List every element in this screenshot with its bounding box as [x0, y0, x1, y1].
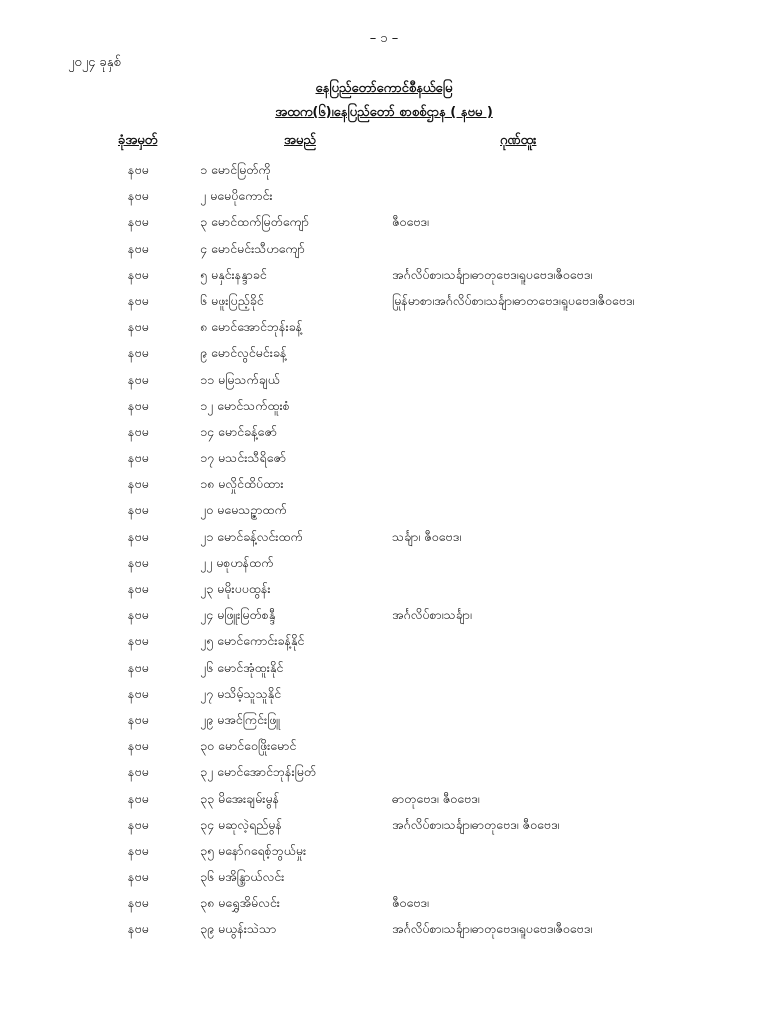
- student-name-cell: ၂ မမေပိုကောင်း: [200, 188, 273, 204]
- student-name-cell: ၂၂ မစုဟန်ထက်: [200, 554, 274, 570]
- distinction-cell: မြန်မာစာ၊အင်္ဂလိပ်စာ၊သင်္ချာ၊ဓာတုဗေဒ၊ရူပဗေဒ၊ဇီဝဗေဒ၊: [392, 292, 635, 308]
- student-name-cell: ၁၄ မောင်ခန့်ဇော်: [200, 423, 277, 439]
- header-distinction: ဂုဏ်ထူး: [500, 133, 537, 148]
- roll-number-cell: နဗမ: [128, 292, 149, 308]
- distinction-cell: ဓာတုဗေဒ၊ ဇီဝဗေဒ၊: [392, 790, 480, 806]
- table-row: [0, 447, 768, 473]
- table-row: [0, 761, 768, 787]
- roll-number-cell: နဗမ: [128, 685, 149, 701]
- roll-number-cell: နဗမ: [128, 895, 149, 911]
- roll-number-cell: နဗမ: [128, 764, 149, 780]
- table-row: [0, 552, 768, 578]
- distinction-cell: အင်္ဂလိပ်စာ၊သင်္ချာ၊ဓာတုဗေဒ၊ရူပဗေဒ၊ဇီဝဗေဒ၊: [392, 266, 593, 282]
- roll-number-cell: နဗမ: [128, 659, 149, 675]
- student-name-cell: ၂၀ မမေသဉ္ဇာထက်: [200, 502, 287, 518]
- table-row: [0, 369, 768, 395]
- student-name-cell: ၃၉ မယွန်းသဲသာ: [200, 921, 277, 937]
- distinction-cell: ဇီဝဗေဒ၊: [392, 895, 429, 911]
- table-row: [0, 473, 768, 499]
- table-row: [0, 735, 768, 761]
- table-row: [0, 342, 768, 368]
- table-row: [0, 211, 768, 237]
- student-name-cell: ၁ မောင်မြတ်ကို: [200, 162, 271, 177]
- page-number: – ၁ –: [369, 31, 399, 46]
- distinction-cell: အင်္ဂလိပ်စာ၊သင်္ချာ၊ဓာတုဗေဒ၊ရူပဗေဒ၊ဇီဝဗေဒ၊: [392, 921, 593, 937]
- table-row: [0, 499, 768, 525]
- table-row: [0, 159, 768, 185]
- student-name-cell: ၂၉ မအင်ကြင်းဖြူ: [200, 711, 280, 727]
- student-name-cell: ၂၆ မောင်အုံထူးနိုင်: [200, 659, 284, 675]
- table-row: [0, 421, 768, 447]
- student-name-cell: ၃၈ မရွှေအိမ်လင်း: [200, 895, 280, 911]
- table-row: [0, 238, 768, 264]
- student-name-cell: ၁၁ မမြသက်ချယ်: [200, 371, 280, 387]
- table-row: [0, 918, 768, 944]
- student-name-cell: ၈ မောင်အောင်ဘုန်းခန့်: [200, 319, 303, 335]
- roll-number-cell: နဗမ: [128, 528, 149, 544]
- student-name-cell: ၂၅ မောင်ကောင်းခန့်နိုင်: [200, 633, 305, 649]
- student-name-cell: ၃၀ မောင်ဝေဖြိုးမောင်: [200, 738, 297, 754]
- roll-number-cell: နဗမ: [128, 869, 149, 885]
- roll-number-cell: နဗမ: [128, 423, 149, 439]
- distinction-cell: ဇီဝဗေဒ၊: [392, 214, 429, 230]
- results-list: [0, 159, 768, 945]
- student-name-cell: ၂၁ မောင်ခန့်လင်းထက်: [200, 528, 303, 544]
- student-name-cell: ၂၃ မမိုးပပထွန်း: [200, 581, 271, 596]
- roll-number-cell: နဗမ: [128, 214, 149, 230]
- student-name-cell: ၃၄ မဆုလဲ့ရည်မွန်: [200, 816, 282, 832]
- table-row: [0, 840, 768, 866]
- table-row: [0, 866, 768, 892]
- student-name-cell: ၁၇ မသင်းသီရိဇော်: [200, 450, 286, 466]
- table-row: [0, 814, 768, 840]
- table-row: [0, 526, 768, 552]
- roll-number-cell: နဗမ: [128, 266, 149, 282]
- student-name-cell: ၉ မောင်လွင်မင်းခန့်: [200, 345, 287, 361]
- roll-number-cell: နဗမ: [128, 319, 149, 335]
- roll-number-cell: နဗမ: [128, 476, 149, 492]
- student-name-cell: ၁၈ မလှိုင်ထိပ်ထား: [200, 476, 284, 492]
- exam-center-title: အထက(၆)၊နေပြည်တော် စာစစ်ဌာန ( နဗမ ): [275, 105, 493, 120]
- roll-number-cell: နဗမ: [128, 921, 149, 937]
- table-row: [0, 290, 768, 316]
- roll-number-cell: နဗမ: [128, 581, 149, 596]
- table-row: [0, 892, 768, 918]
- roll-number-cell: နဗမ: [128, 450, 149, 466]
- table-row: [0, 316, 768, 342]
- student-name-cell: ၃၂ မောင်အောင်ဘုန်းမြတ်: [200, 764, 317, 780]
- student-name-cell: ၃၃ မိအေးချမ်းမွန်: [200, 790, 280, 806]
- distinction-cell: သင်္ချာ၊ ဇီဝဗေဒ၊: [392, 528, 462, 544]
- roll-number-cell: နဗမ: [128, 554, 149, 570]
- table-row: [0, 709, 768, 735]
- roll-number-cell: နဗမ: [128, 607, 149, 623]
- roll-number-cell: နဗမ: [128, 502, 149, 518]
- council-region-title: နေပြည်တော်ကောင်စီနယ်မြေ: [315, 81, 453, 96]
- roll-number-cell: နဗမ: [128, 397, 149, 413]
- table-row: [0, 578, 768, 604]
- roll-number-cell: နဗမ: [128, 188, 149, 204]
- roll-number-cell: နဗမ: [128, 711, 149, 727]
- roll-number-cell: နဗမ: [128, 842, 149, 858]
- student-name-cell: ၄ မောင်မင်းသီဟကျော်: [200, 240, 305, 256]
- student-name-cell: ၆ မဖူးပြည့်ခိုင်: [200, 292, 264, 308]
- table-row: [0, 604, 768, 630]
- student-name-cell: ၂၄ မဖြူးမြတ်စန္ဒီ: [200, 607, 276, 623]
- table-row: [0, 683, 768, 709]
- student-name-cell: ၃၆ မအိန္ဒြာယ်လင်း: [200, 869, 285, 885]
- table-row: [0, 264, 768, 290]
- roll-number-cell: နဗမ: [128, 633, 149, 649]
- roll-number-cell: နဗမ: [128, 162, 149, 177]
- roll-number-cell: နဗမ: [128, 790, 149, 806]
- year-label: ၂၀၂၄ ခုနှစ်: [68, 55, 121, 70]
- table-row: [0, 657, 768, 683]
- student-name-cell: ၁၂ မောင်သက်ထူးစံ: [200, 397, 290, 413]
- table-row: [0, 395, 768, 421]
- roll-number-cell: နဗမ: [128, 240, 149, 256]
- table-row: [0, 185, 768, 211]
- distinction-cell: အင်္ဂလိပ်စာ၊သင်္ချာ၊ဓာတုဗေဒ၊ ဇီဝဗေဒ၊: [392, 816, 560, 832]
- student-name-cell: ၃ မောင်ထက်မြတ်ကျော်: [200, 214, 309, 230]
- roll-number-cell: နဗမ: [128, 345, 149, 361]
- column-header-row: [0, 132, 768, 152]
- student-name-cell: ၃၅ မနော်ဂရေစ့်ဘွယ်မှုး: [200, 842, 307, 858]
- student-name-cell: ၅ မနှင်းနန္ဒာခင်: [200, 266, 267, 282]
- student-name-cell: ၂၇ မသိမ့်သူသူနိုင်: [200, 685, 282, 701]
- table-row: [0, 630, 768, 656]
- table-row: [0, 788, 768, 814]
- header-roll-number: ခုံအမှတ်: [118, 133, 158, 148]
- roll-number-cell: နဗမ: [128, 371, 149, 387]
- roll-number-cell: နဗမ: [128, 738, 149, 754]
- distinction-cell: အင်္ဂလိပ်စာ၊သင်္ချာ၊: [392, 607, 472, 623]
- roll-number-cell: နဗမ: [128, 816, 149, 832]
- header-name: အမည်: [284, 133, 316, 148]
